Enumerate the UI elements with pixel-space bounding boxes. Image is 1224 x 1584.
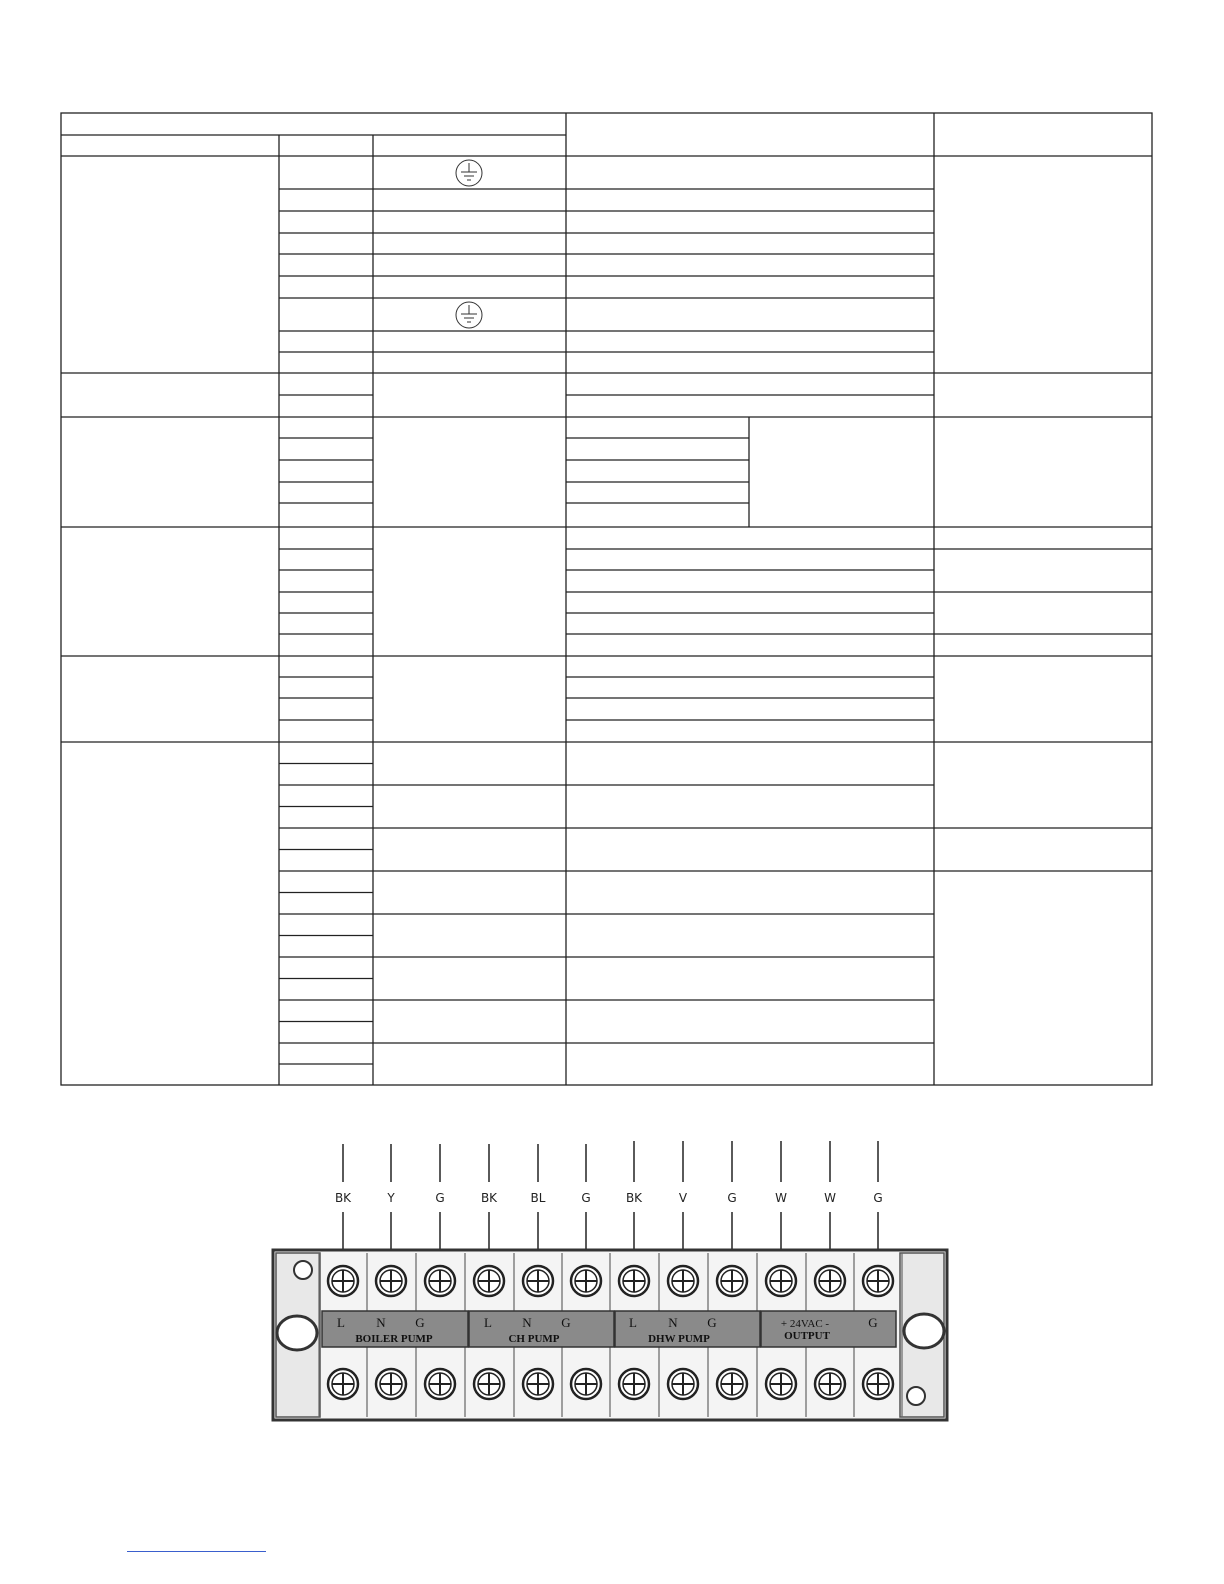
screw-icon — [425, 1266, 455, 1296]
wire-color-label: G — [727, 1191, 737, 1205]
mounting-hole — [294, 1261, 312, 1279]
screw-icon — [863, 1369, 893, 1399]
screw-icon — [523, 1369, 553, 1399]
footer-link-underline[interactable] — [127, 1551, 266, 1552]
mounting-hole — [907, 1387, 925, 1405]
screw-icon — [571, 1266, 601, 1296]
screw-icon — [766, 1266, 796, 1296]
mounting-slot — [277, 1316, 317, 1350]
terminal-label: N — [376, 1315, 386, 1330]
wire-color-label: V — [678, 1191, 688, 1205]
screw-icon — [863, 1266, 893, 1296]
screw-icon — [668, 1369, 698, 1399]
terminal-label: L — [337, 1315, 345, 1330]
screw-icon — [619, 1266, 649, 1296]
screw-icon — [523, 1266, 553, 1296]
wire-color-label: BK — [480, 1191, 498, 1205]
terminal-label: G — [415, 1315, 425, 1330]
screw-icon — [717, 1369, 747, 1399]
screw-icon — [815, 1266, 845, 1296]
terminal-label: G — [707, 1315, 717, 1330]
screw-icon — [668, 1266, 698, 1296]
screw-icon — [376, 1266, 406, 1296]
wire-color-label: G — [435, 1191, 445, 1205]
screw-icon — [376, 1369, 406, 1399]
screw-icon — [425, 1369, 455, 1399]
screw-icon — [474, 1266, 504, 1296]
wire-color-label: BK — [334, 1191, 352, 1205]
group-name-label: DHW PUMP — [648, 1333, 710, 1345]
group-name-label: OUTPUT — [784, 1330, 830, 1342]
terminal-label: N — [668, 1315, 678, 1330]
wire-color-label: BL — [530, 1191, 546, 1205]
wire-color-label: Y — [387, 1191, 395, 1205]
wire-color-label: BK — [625, 1191, 643, 1205]
terminal-label: G — [561, 1315, 571, 1330]
group-name-label: BOILER PUMP — [355, 1333, 433, 1345]
wire-color-label: W — [775, 1191, 787, 1205]
group-name-label: CH PUMP — [508, 1333, 560, 1345]
screw-icon — [619, 1369, 649, 1399]
wire-color-label: G — [873, 1191, 883, 1205]
terminal-label: N — [522, 1315, 532, 1330]
screw-icon — [328, 1369, 358, 1399]
screw-icon — [571, 1369, 601, 1399]
terminal-label: + 24VAC - — [780, 1318, 830, 1330]
screw-icon — [717, 1266, 747, 1296]
screw-icon — [328, 1266, 358, 1296]
terminal-label: G — [868, 1315, 878, 1330]
terminal-label: L — [629, 1315, 637, 1330]
terminal-label: L — [484, 1315, 492, 1330]
wire-color-label: W — [824, 1191, 836, 1205]
screw-icon — [766, 1369, 796, 1399]
wire-color-label: G — [581, 1191, 591, 1205]
screw-icon — [815, 1369, 845, 1399]
mounting-slot — [904, 1314, 944, 1348]
screw-icon — [474, 1369, 504, 1399]
